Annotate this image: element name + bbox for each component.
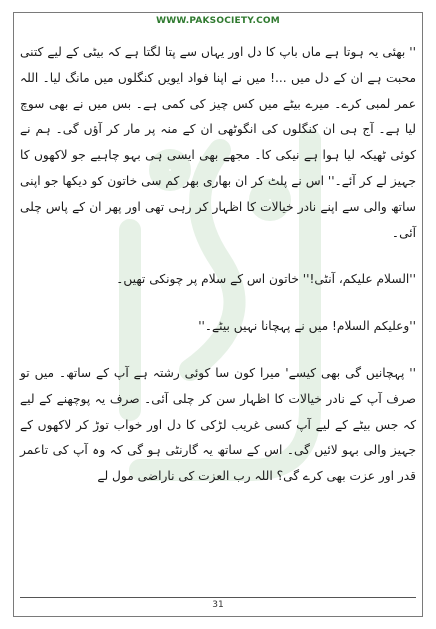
paragraph-1: '' بھئی یہ ہوتا ہے ماں باپ کا دل اور یہاں سے پتا لگتا ہے کہ بیٹی کے لیے کتنی محبت ہے ان کے دل میں ...! میں نے اپنا فواد ایویں کنگلوں میں مانگ لیا۔ اللہ عمر لمبی کرے۔ میرے بیٹے میں کس چیز کی کمی ہے۔ بس میں نے بھی سوچ لیا ہے۔ آج ہی ان کنگلوں کی انگوٹھی ان کے منہ پر مار کر آؤں گی۔ ہم نے کوئی ٹھیکہ لیا ہوا ہے نیکی کا۔ مجھے بھی ایسی ہی بہو چاہیے جو لاکھوں کا جہیز لے کر آئے۔'' اس نے پلٹ کر ان بھاری بھر کم سی خاتون کو دیکھا جو اپنی ساتھ والی سے اپنے نادر خیالات کا اظہار کر رہی تھی اور پھر ان کے پاس چلی آئی۔ (20, 45, 416, 240)
site-header[interactable]: WWW.PAKSOCIETY.COM (156, 16, 280, 26)
paragraph-3: ''وعلیکم السلام! میں نے پہچانا نہیں بیٹے۔'' (198, 319, 416, 334)
footer-divider (20, 597, 416, 598)
paragraph-2: ''السلام علیکم، آنٹی!'' خاتون اس کے سلام پر چونکی تھیں۔ (116, 272, 416, 287)
paragraph-4: '' پہچانیں گی بھی کیسے' میرا کون سا کوئی رشتہ ہے آپ کے ساتھ۔ میں تو صرف آپ کے نادر خیالات کا اظہار سن کر چلی آئی۔ صرف یہ پوچھنے کے لیے کہ جس بیٹے کے لیے آپ کسی غریب لڑکی کا دل اور خواب توڑ کر لاکھوں کے جہیز والی بہو لائیں گی۔ اس کے ساتھ یہ گارنٹی ہو گی کہ وہ آپ کی تاعمر قدر اور عزت بھی کرے گی؟ اللہ رب العزت کی ناراضی مول لے (20, 365, 416, 484)
page-number: 31 (212, 600, 224, 610)
story-text (20, 40, 416, 490)
